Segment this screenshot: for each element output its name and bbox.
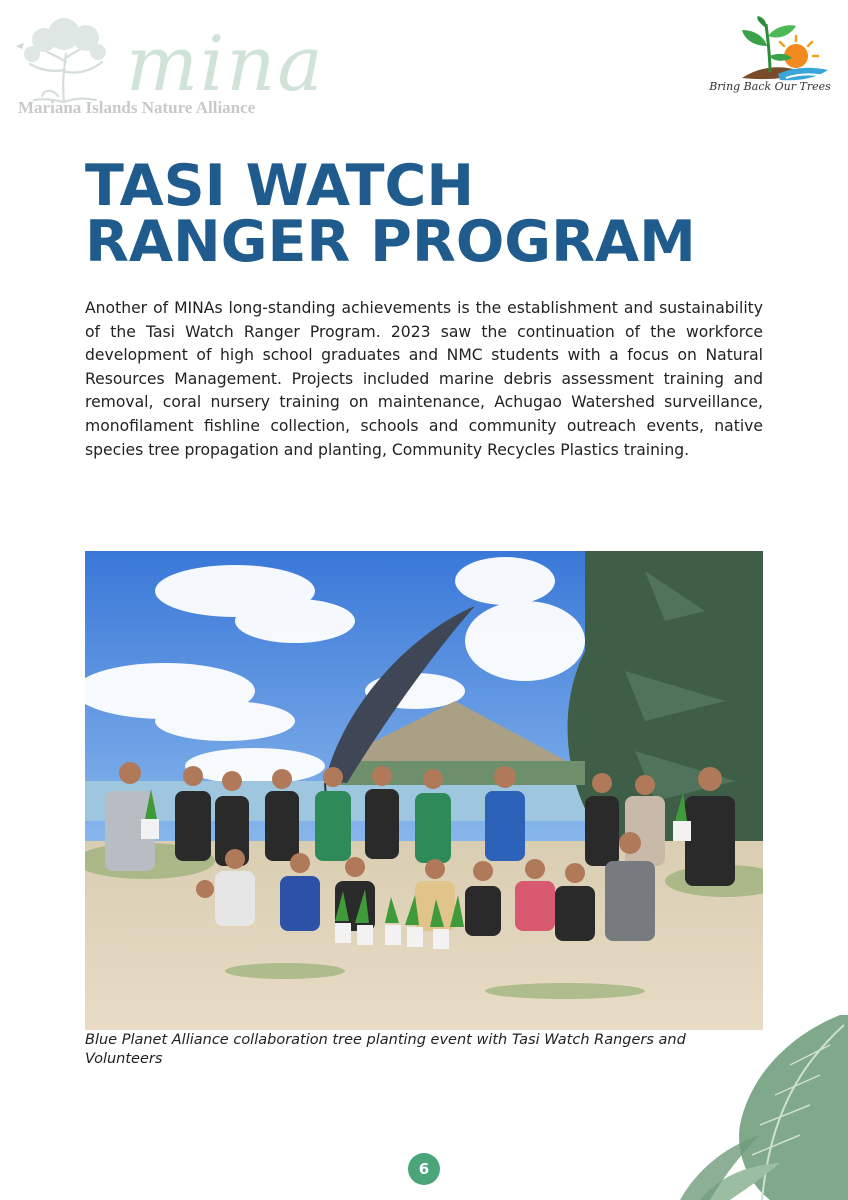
body-paragraph: Another of MINAs long-standing achievements is the establishment and sustainability of the Tasi Watch Ranger Program. 2023 saw the continuation of the workforce development of high school graduates and NMC students with a focus on Natural Resources Management. Projects included marine debris assessment training and removal, coral nursery training on maintenance, Achugao Watershed surveillance, monofilament fishline collection, schools and community outreach events, native species tree propagation and planting, Community Recycles Plastics training. (85, 299, 763, 459)
group-photo (85, 551, 763, 1030)
bring-back-our-trees-text: Bring Back Our Trees (709, 80, 831, 93)
sapling-sun-icon (700, 16, 840, 82)
group-photo-illustration (85, 551, 763, 1030)
page-number-badge: 6 (408, 1153, 440, 1185)
monstera-leaf-icon (640, 1005, 848, 1200)
mina-logo-subtitle: Mariana Islands Nature Alliance (18, 98, 256, 117)
tree-logo-icon (14, 14, 114, 104)
bring-back-our-trees-logo (700, 16, 840, 106)
page-title-line-2: RANGER PROGRAM (85, 209, 696, 275)
page-title-line-1: TASI WATCH (85, 153, 475, 219)
photo-caption: Blue Planet Alliance collaboration tree planting event with Tasi Watch Rangers and Volunteers (85, 1032, 686, 1067)
mina-logo-word: mina (126, 19, 325, 108)
page-title (85, 153, 696, 275)
mina-logo (14, 14, 325, 124)
